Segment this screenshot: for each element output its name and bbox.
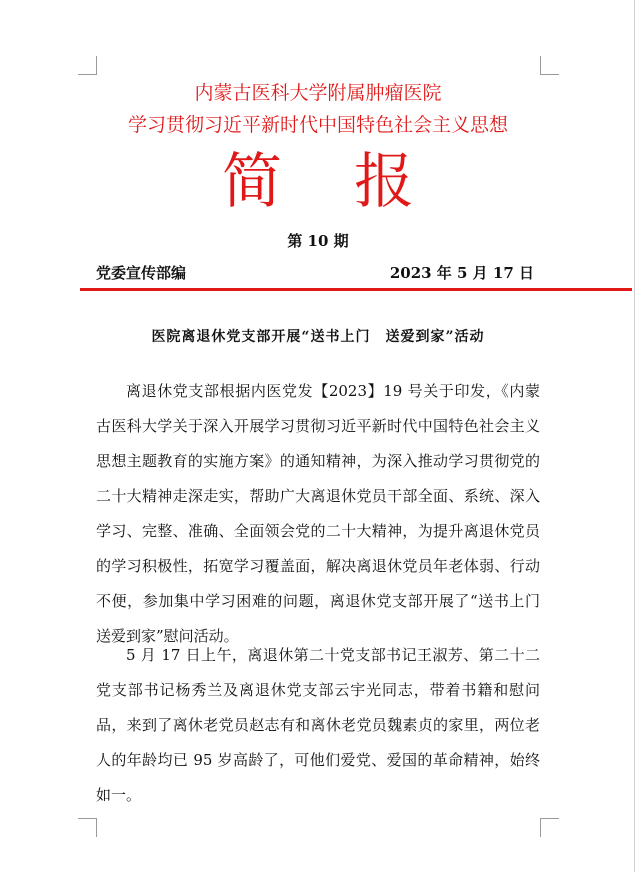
crop-mark-bottom-left bbox=[78, 818, 97, 837]
issue-date: 2023 年 5 月 17 日 bbox=[389, 264, 534, 282]
crop-mark-bottom-right bbox=[540, 818, 559, 837]
crop-mark-top-left bbox=[78, 56, 97, 75]
article-paragraph: 离退休党支部根据内医党发【2023】19 号关于印发，《内蒙古医科大学关于深入开展学习贯彻习近平新时代中国特色社会主义思想主题教育的实施方案》的通知精神，为深入推动学习贯彻党的二十大精神走深走实，帮助广大离退休党员干部全面、系统、深入学习、完整、准确、全面领会党的二十大精神，为提升离退休党员的学习积极性，拓宽学习覆盖面，解决离退休党员年老体弱、行动不便，参加集中学习困难的问题，离退休党支部开展了“送书上门 送爱到家”慰问活动。 bbox=[96, 382, 540, 645]
crop-mark-top-right bbox=[540, 56, 559, 75]
article-paragraph: 5 月 17 日上午，离退休第二十党支部书记王淑芳、第二十二党支部书记杨秀兰及离退休党支部云宇光同志，带着书籍和慰问品，来到了离休老党员赵志有和离休老党员魏素贞的家里，两位老人的年龄均已 95 岁高龄了，可他们爱党、爱国的革命精神，始终如一。 bbox=[96, 646, 540, 804]
editing-department: 党委宣传部编 bbox=[96, 264, 187, 282]
bulletin-series-name: 学习贯彻习近平新时代中国特色社会主义思想 bbox=[127, 114, 508, 136]
issue-number: 第 10 期 bbox=[287, 232, 349, 250]
bulletin-title: 简报 bbox=[222, 147, 486, 217]
article-title: 医院离退休党支部开展“送书上门 送爱到家”活动 bbox=[151, 329, 485, 345]
organization-name: 内蒙古医科大学附属肿瘤医院 bbox=[194, 82, 442, 104]
header-divider bbox=[80, 288, 632, 291]
